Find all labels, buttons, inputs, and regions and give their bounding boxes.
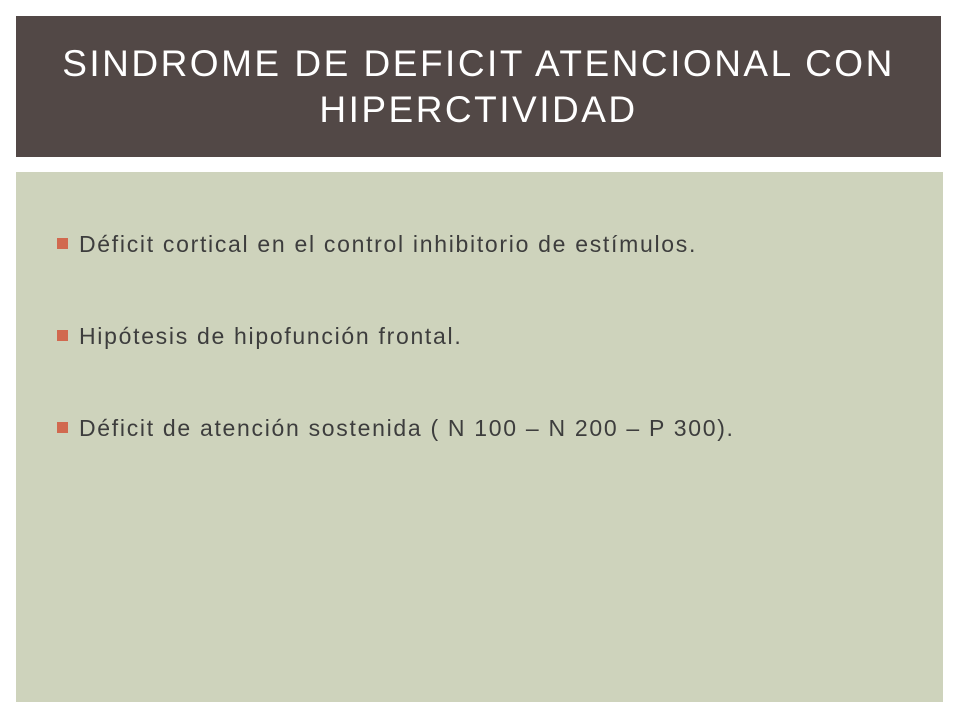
slide-title: SINDROME DE DEFICIT ATENCIONAL CON HIPERCTIVIDAD: [62, 42, 895, 130]
bullet-list: [56, 228, 876, 445]
square-bullet-icon: [57, 238, 68, 249]
bullet-text: Déficit cortical en el control inhibitorio de estímulos.: [79, 231, 698, 257]
bullet-text: Hipótesis de hipofunción frontal.: [79, 323, 463, 349]
bullet-item: [56, 228, 876, 261]
bullet-item: [56, 320, 876, 353]
bullet-text: Déficit de atención sostenida ( N 100 – N 200 – P 300).: [79, 415, 735, 441]
square-bullet-icon: [57, 330, 68, 341]
content-panel: [16, 172, 943, 702]
bullet-item: [56, 412, 876, 445]
title-bar: [16, 16, 941, 157]
square-bullet-icon: [57, 422, 68, 433]
